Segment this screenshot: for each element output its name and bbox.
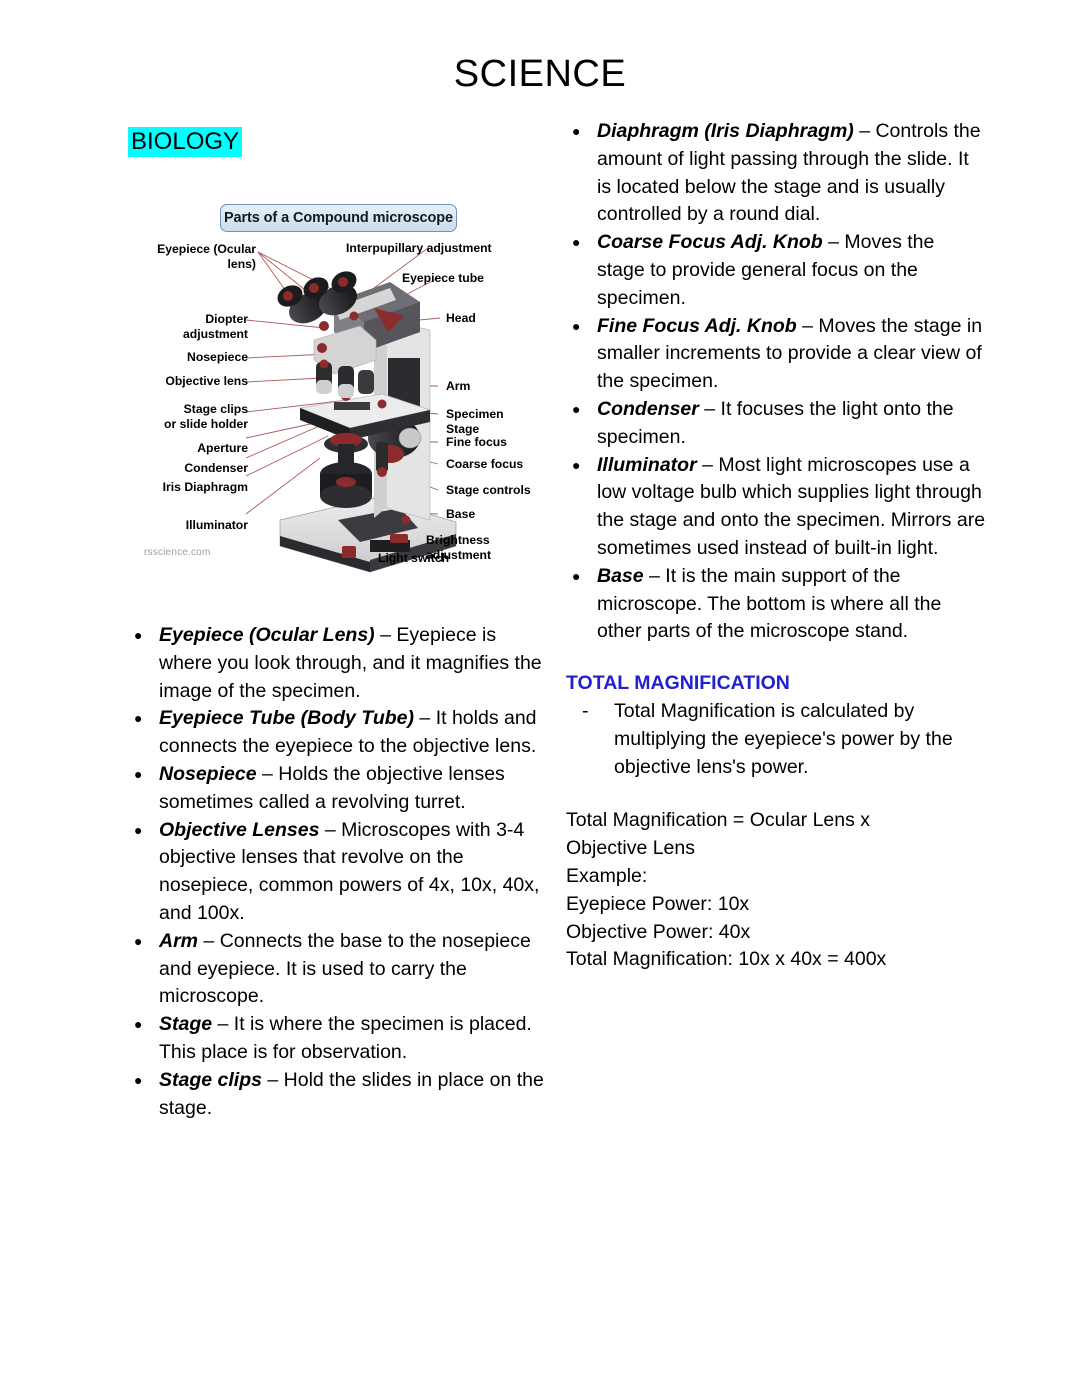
list-item [128,817,548,928]
formula-line: Eyepiece Power: 10x [566,892,750,915]
list-item [566,396,986,452]
formula-line: Total Magnification = Ocular Lens x [566,809,871,832]
bullet-term: Diaphragm (Iris Diaphragm) [597,120,854,142]
list-item: - Total Magnification is calculated by multiplying the eyepiece's power by the objective lens's power. [566,698,986,781]
figure-label-brightness-adjustment: Brightness adjustment [426,533,492,562]
microscope-figure [138,190,538,580]
figure-label-diopter-adjustment: Diopter adjustment [182,312,248,341]
figure-label-slide-holder: or slide holder [164,417,248,431]
figure-label-specimen-stage: Specimen Stage [446,407,504,436]
bullet-term: Objective Lenses [159,818,320,841]
figure-label-objective-lens: Objective lens [165,374,248,388]
figure-label-eyepiece-tube: Eyepiece tube [402,271,484,285]
figure-label-condenser: Condenser [184,461,248,475]
list-item [128,705,548,761]
bullet-term: Base [597,564,644,587]
bullet-text: – Hold the slides in place on the stage. [159,1068,544,1119]
right-bullet-list [566,118,986,646]
bullet-text: – Holds the objective lenses sometimes called a revolving turret. [159,762,505,813]
bullet-term: Arm [159,929,199,952]
figure-label-coarse-focus: Coarse focus [446,457,524,471]
list-item [566,452,986,563]
bullet-term: Stage clips [159,1068,262,1091]
total-magnification-heading: TOTAL MAGNIFICATION [566,672,790,695]
figure-label-fine-focus: Fine focus [446,435,507,449]
figure-label-light-switch: Light switch [378,551,450,565]
total-magnification-list [566,698,986,781]
bullet-term: Condenser [597,397,699,420]
bullet-text: – Controls the amount of light passing through the slide. It is located below the stage and is usually controlled by a round dial. [597,120,981,226]
bullet-text: – Moves the stage in smaller increments to provide a clear view of the specimen. [597,314,983,393]
list-item [566,563,986,646]
page-title: SCIENCE [453,53,627,95]
bullet-term: Fine Focus Adj. Knob [597,314,797,337]
bullet-term: Eyepiece (Ocular Lens) [159,624,375,646]
list-item [128,928,548,1011]
bullet-text: – Most light microscopes use a low voltage bulb which supplies light through the stage and onto the specimen. Mirrors are sometimes used instead of built-in light. [597,453,986,559]
subject-heading [128,126,242,157]
bullet-text: – Eyepiece is where you look through, and it magnifies the image of the specimen. [159,624,542,702]
magnification-formula-block [566,807,986,974]
figure-label-head: Head [446,311,476,325]
figure-watermark: rsscience.com [144,547,211,558]
figure-label-stage-clips: Stage clips [183,402,248,416]
figure-label-stage-controls: Stage controls [446,483,531,497]
formula-line: Objective Lens [566,837,695,860]
figure-label-arm: Arm [446,379,471,393]
formula-line: Total Magnification: 10x x 40x = 400x [566,948,887,971]
left-bullet-list [128,622,548,1122]
bullet-text: – It is where the specimen is placed. This place is for observation. [159,1013,532,1063]
right-column [566,118,986,974]
bullet-text: – Connects the base to the nosepiece and eyepiece. It is used to carry the microscope. [159,929,531,1008]
figure-label-base: Base [446,507,476,521]
bullet-term: Illuminator [597,453,697,476]
formula-line: Objective Power: 40x [566,920,751,943]
bullet-term: Stage [159,1013,213,1036]
figure-label-nosepiece: Nosepiece [187,350,248,364]
figure-label-interpupillary-adjustment: Interpupillary adjustment [346,241,492,255]
list-item [566,313,986,396]
list-item [566,118,986,229]
bullet-term: Coarse Focus Adj. Knob [597,231,823,254]
bullet-text: – It is the main support of the microscope. The bottom is where all the other parts of the microscope stand. [597,564,942,643]
list-item [128,1011,548,1067]
list-item [128,761,548,817]
bullet-term: Eyepiece Tube (Body Tube) [159,707,415,730]
list-item [128,622,548,705]
figure-label-illuminator: Illuminator [185,518,248,532]
bullet-text: – Microscopes with 3-4 objective lenses that revolve on the nosepiece, common powers of 4x, 10x, 40x, and 100x. [159,818,540,924]
bullet-term: Nosepiece [159,762,257,785]
list-item [566,229,986,312]
bullet-text: – It focuses the light onto the specimen. [597,397,954,448]
formula-line: Example: [566,864,648,887]
figure-label-iris-diaphragm: Iris Diaphragm [162,480,248,494]
figure-label-eyepiece-ocular-lens: Eyepiece (Ocular lens) [157,242,256,271]
figure-label-aperture: Aperture [197,441,248,455]
left-column [128,190,548,1122]
list-item [128,1067,548,1123]
subject-heading-label: BIOLOGY [128,127,242,157]
bullet-text: – It holds and connects the eyepiece to the objective lens. [159,707,537,758]
bullet-text: – Moves the stage to provide general focus on the specimen. [597,231,935,309]
figure-caption-label: Parts of a Compound microscope [223,210,454,226]
